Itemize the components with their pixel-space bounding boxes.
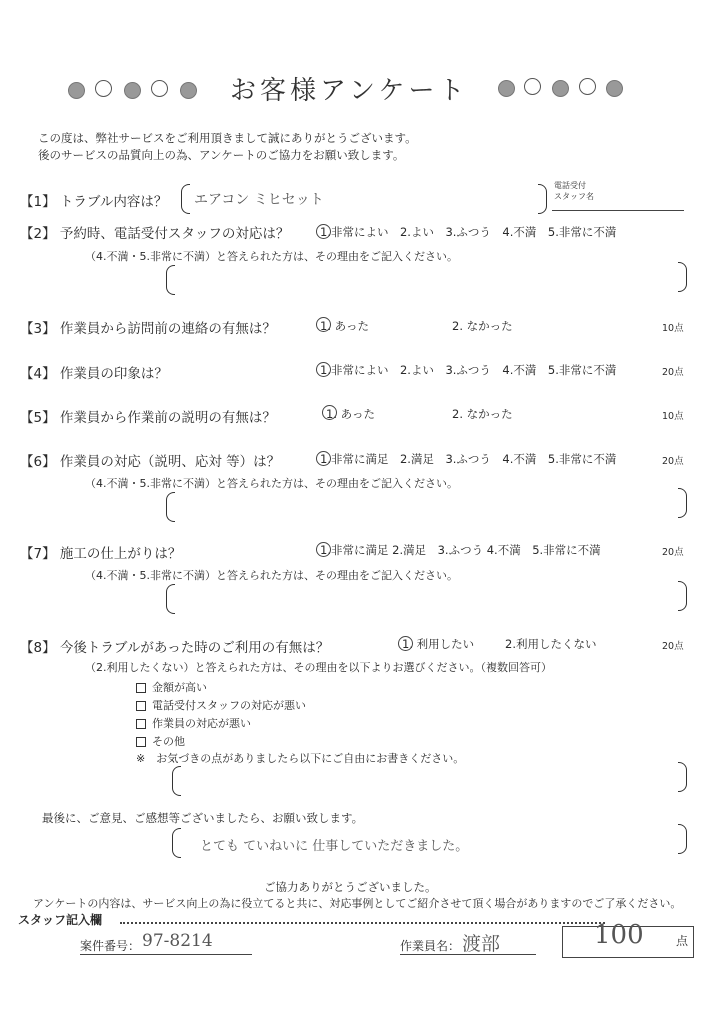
staff-phone-label: 電話受付 スタッフ名 (554, 181, 594, 201)
closing-bracket-right (678, 824, 687, 854)
q8-points: 20点 (662, 641, 684, 652)
title-circle (524, 78, 541, 95)
q2-options: 1.非常によい 2.よい 3.ふつう 4.不満 5.非常に不満 (320, 225, 617, 239)
title-circle (95, 80, 112, 97)
reason-bracket-right (678, 581, 687, 611)
q5-points: 10点 (662, 411, 684, 422)
title-circle (552, 80, 569, 97)
q1-answer: エアコン ミヒセット (194, 192, 324, 208)
q3-points: 10点 (662, 323, 684, 334)
reason-bracket-left[interactable] (166, 265, 175, 295)
reason-bracket-left[interactable] (166, 492, 175, 522)
q5-opt1: 1. あった (326, 407, 376, 421)
check-item[interactable]: その他 (136, 733, 185, 749)
answer-bracket-right (538, 184, 547, 214)
q2-reason-prompt: （4.不満・5.非常に不満）と答えられた方は、その理由をご記入ください。 (85, 250, 458, 263)
q4-options: 1.非常によい 2.よい 3.ふつう 4.不満 5.非常に不満 (320, 363, 617, 377)
title-circle (180, 82, 197, 99)
reason-bracket-left[interactable] (166, 584, 175, 614)
staff-name-line (552, 210, 684, 211)
answer-bracket-left (181, 184, 190, 214)
q8-reason-prompt: （2.利用したくない）と答えられた方は、その理由を以下よりお選びください。（複数回答可） (85, 661, 552, 674)
q7-reason-prompt: （4.不満・5.非常に不満）と答えられた方は、その理由をご記入ください。 (85, 569, 458, 582)
worker-label: 作業員名： (400, 939, 461, 953)
q3-opt1: 1. あった (320, 319, 370, 333)
q7-options: 1.非常に満足 2.満足 3.ふつう 4.不満 5.非常に不満 (320, 543, 601, 557)
comment-bracket-left[interactable] (172, 766, 181, 796)
q1-label: 【1】 トラブル内容は？ (20, 194, 168, 210)
title-circle (498, 80, 515, 97)
disclaimer: アンケートの内容は、サービス向上の為に役立てると共に、対応事例としてご紹介させて頂く場合がありますのでご了承ください。 (33, 897, 682, 910)
title-circle (124, 82, 141, 99)
q6-label: 【6】 作業員の対応（説明、応対 等）は？ (20, 454, 281, 470)
intro-line: 後のサービスの品質向上の為、アンケートのご協力をお願い致します。 (38, 148, 405, 162)
q3-label: 【3】 作業員から訪問前の連絡の有無は？ (20, 321, 276, 337)
closing-bracket-left (172, 828, 181, 858)
q2-label: 【2】 予約時、電話受付スタッフの対応は？ (20, 226, 290, 242)
intro-line: この度は、弊社サービスをご利用頂きまして誠にありがとうございます。 (38, 131, 417, 145)
staff-area-label: スタッフ記入欄 (18, 913, 103, 927)
q8-note: ※ お気づきの点がありましたら以下にご自由にお書きください。 (136, 752, 465, 765)
q8-opt2: 2.利用したくない (505, 637, 597, 651)
q7-points: 20点 (662, 547, 684, 558)
checkbox-icon[interactable] (136, 737, 146, 747)
checkbox-icon[interactable] (136, 683, 146, 693)
check-item[interactable]: 電話受付スタッフの対応が悪い (136, 697, 306, 713)
checkbox-icon[interactable] (136, 719, 146, 729)
q7-label: 【7】 施工の仕上がりは？ (20, 546, 182, 562)
q4-points: 20点 (662, 367, 684, 378)
closing-answer: とても ていねいに 仕事していただきました。 (200, 839, 469, 854)
q6-points: 20点 (662, 456, 684, 467)
q4-label: 【4】 作業員の印象は？ (20, 366, 168, 382)
page-title: お客様アンケート (230, 76, 469, 106)
reason-bracket-right (678, 262, 687, 292)
comment-bracket-right (678, 762, 687, 792)
worker-underline (400, 954, 536, 955)
q3-opt2: 2. なかった (452, 319, 513, 333)
thanks: ご協力ありがとうございました。 (264, 880, 437, 894)
score-unit: 点 (676, 934, 689, 948)
closing-prompt: 最後に、ご意見、ご感想等ございましたら、お願い致します。 (42, 811, 364, 825)
q8-label: 【8】 今後トラブルがあった時のご利用の有無は？ (20, 640, 330, 656)
q6-options: 1.非常に満足 2.満足 3.ふつう 4.不満 5.非常に不満 (320, 452, 617, 466)
case-number: 97-8214 (142, 931, 213, 951)
check-item[interactable]: 金額が高い (136, 679, 207, 695)
q6-reason-prompt: （4.不満・5.非常に不満）と答えられた方は、その理由をご記入ください。 (85, 477, 458, 490)
dotted-separator (120, 922, 605, 924)
checkbox-icon[interactable] (136, 701, 146, 711)
title-circle (151, 80, 168, 97)
score-value: 100 (594, 920, 644, 950)
reason-bracket-right (678, 488, 687, 518)
case-label: 案件番号： (80, 939, 141, 953)
check-item[interactable]: 作業員の対応が悪い (136, 715, 251, 731)
title-circle (579, 78, 596, 95)
case-underline (80, 954, 252, 955)
title-circle (606, 80, 623, 97)
title-circle (68, 82, 85, 99)
q5-label: 【5】 作業員から作業前の説明の有無は？ (20, 410, 276, 426)
q5-opt2: 2. なかった (452, 407, 513, 421)
q8-opt1: 1. 利用したい (402, 637, 475, 651)
worker-name: 渡部 (462, 933, 501, 955)
